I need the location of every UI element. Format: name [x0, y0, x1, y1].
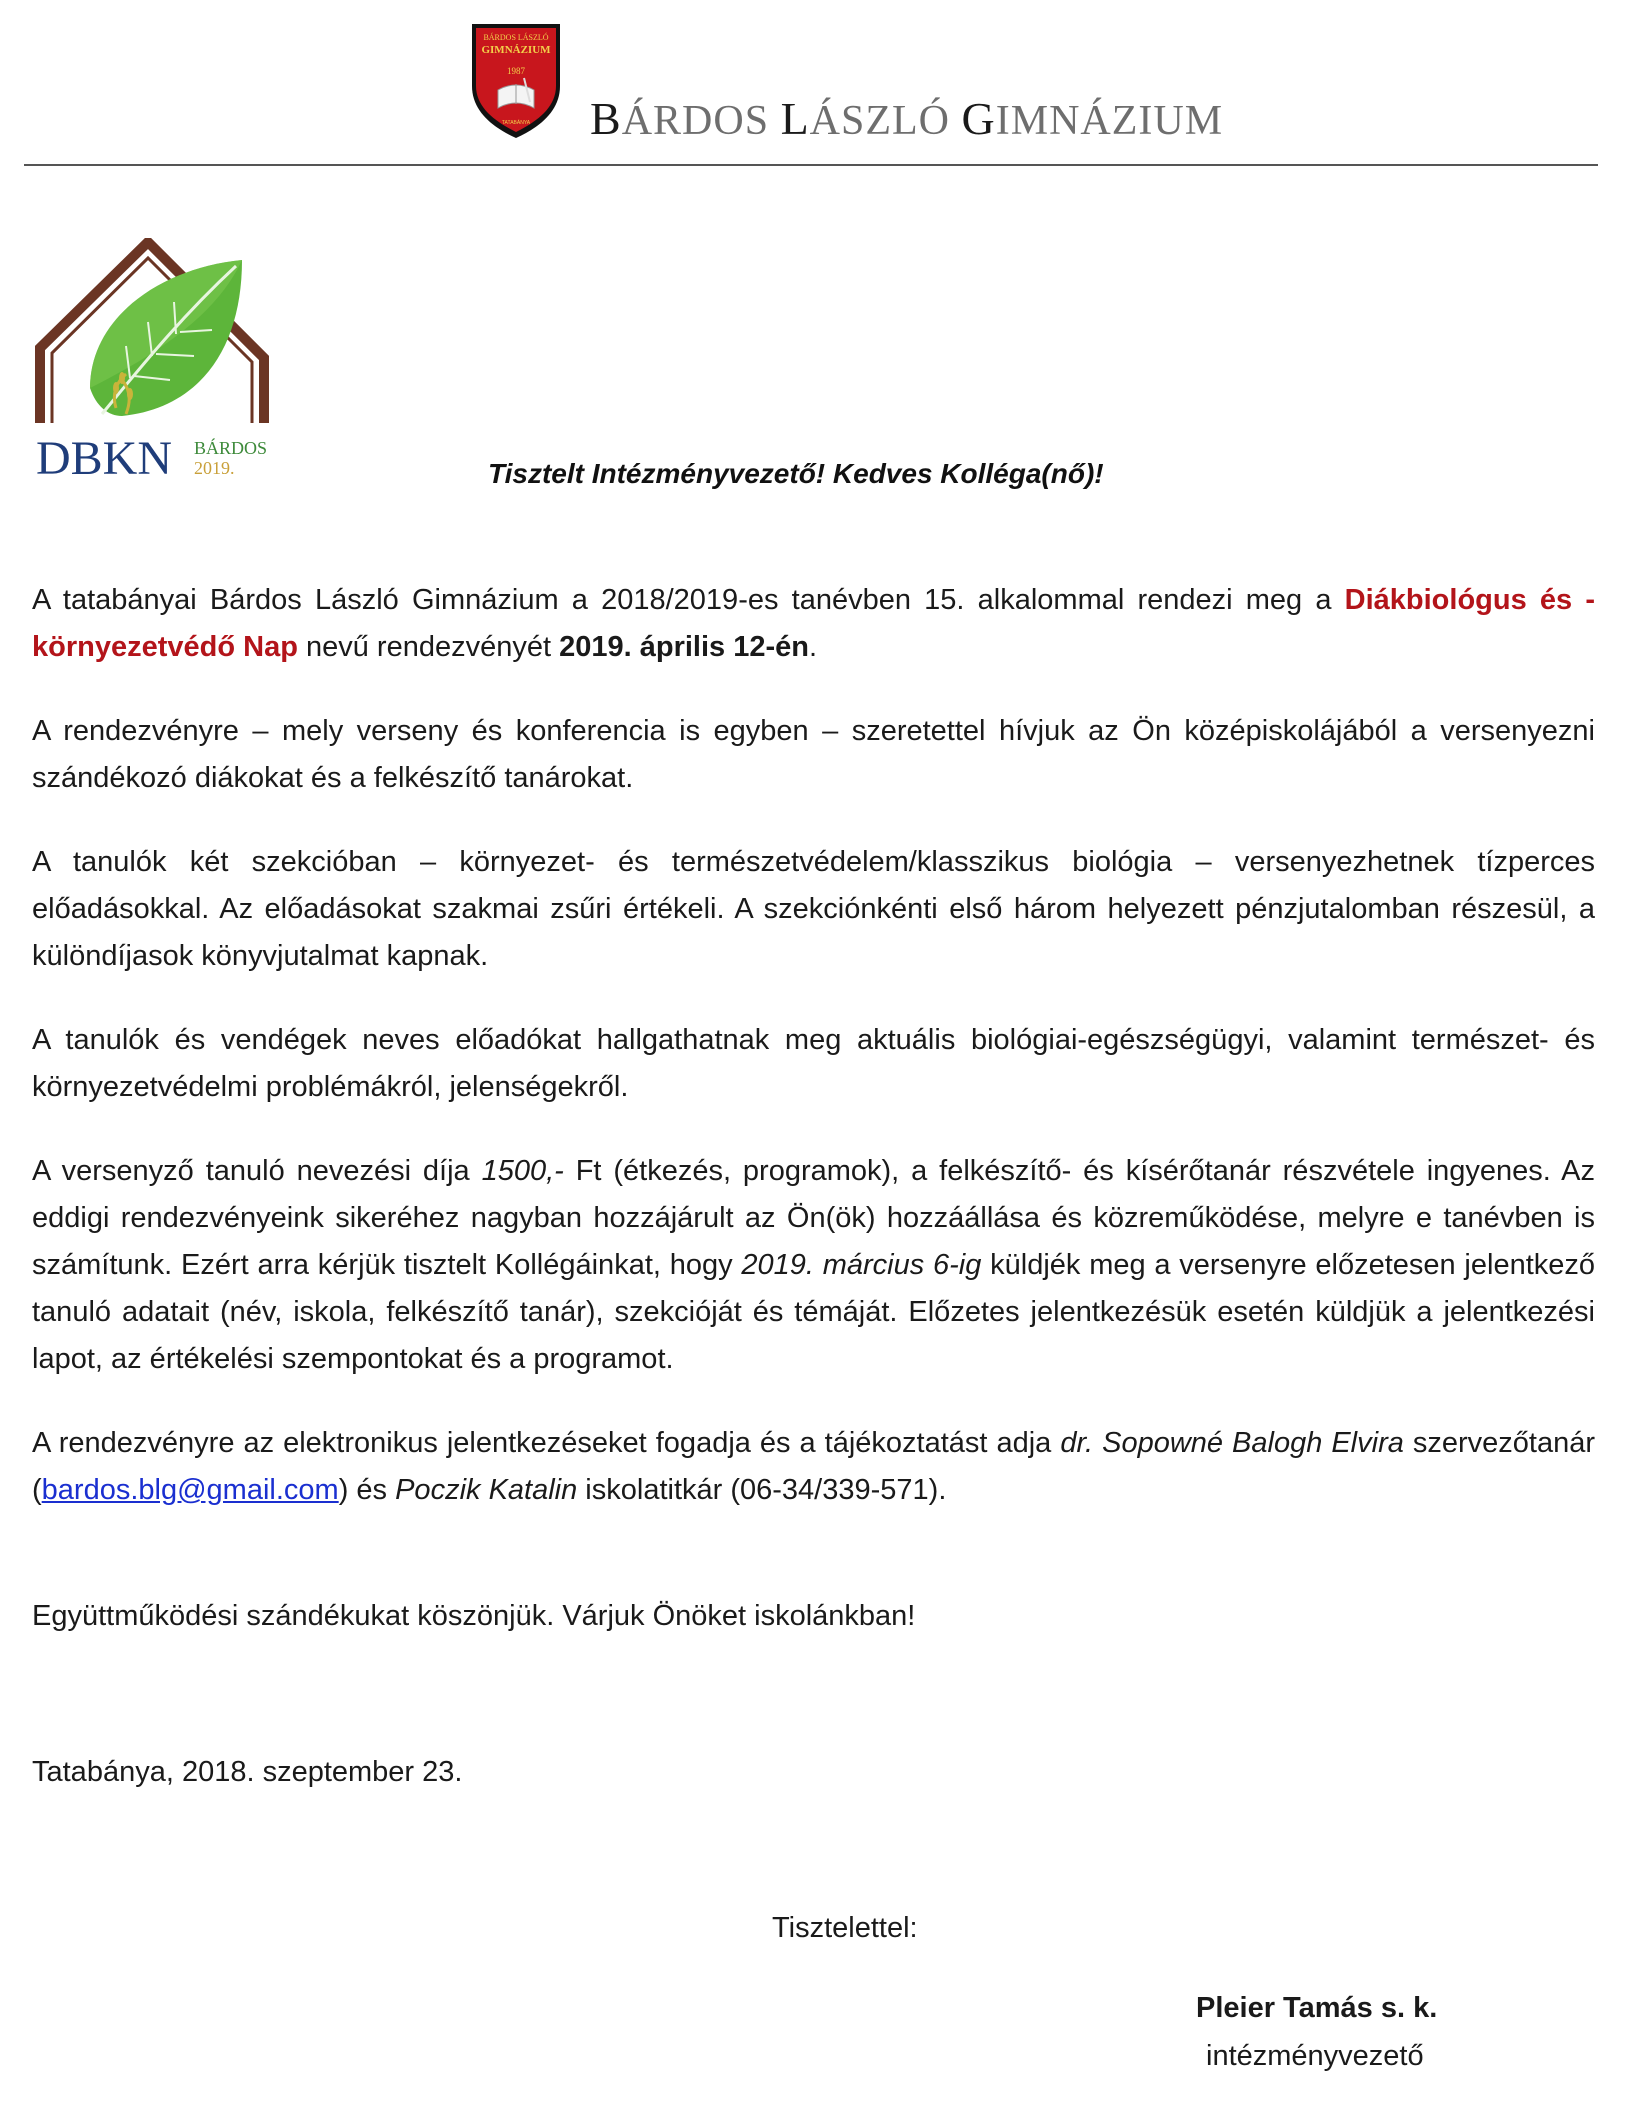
- crest-top-text: BÁRDOS LÁSZLÓ: [483, 33, 549, 42]
- letter-body: [32, 577, 1595, 1551]
- p5-text-c: küldjék meg a versenyre előzetesen jelentkező tanuló adatait (név, iskola, felkészítő tanár), szekcióját és témáját. Előzetes jelentkezésük esetén küldjük a jelentkezési lapot, az értékelési szempontokat és a programot.: [32, 1249, 1596, 1375]
- school-crest-logo: [468, 20, 564, 140]
- school-name-initial-1: B: [590, 93, 622, 144]
- dbkn-year: 2019.: [194, 458, 235, 478]
- dbkn-acronym: DBKN: [36, 432, 173, 485]
- p1-text-c: .: [808, 631, 818, 663]
- paragraph-6: [32, 1420, 1595, 1514]
- p6-text-a: A rendezvényre az elektronikus jelentkezéseket fogadja és a tájékoztatást adja: [32, 1427, 1061, 1459]
- crest-year: 1987: [507, 66, 525, 76]
- signer-name: Pleier Tamás s. k.: [1196, 1992, 1438, 2024]
- paragraph-1: [32, 577, 1595, 671]
- entry-fee: 1500,-: [481, 1155, 564, 1187]
- event-date: 2019. április 12-én: [559, 631, 809, 663]
- school-name-initial-2: L: [780, 93, 810, 144]
- place-and-date: Tatabánya, 2018. szeptember 23.: [32, 1756, 463, 1788]
- p6-text-d: iskolatitkár (06-34/339-571).: [577, 1474, 947, 1506]
- p6-text-c: ) és: [338, 1474, 396, 1506]
- p1-text-b: nevű rendezvényét: [297, 631, 560, 663]
- secretary-name: Poczik Katalin: [395, 1474, 578, 1506]
- dbkn-school: BÁRDOS: [194, 438, 268, 458]
- school-name-rest-2: ÁSZLÓ: [809, 98, 962, 144]
- p5-text-a: A versenyző tanuló nevezési díja: [32, 1155, 482, 1187]
- closing-thanks: Együttműködési szándékukat köszönjük. Várjuk Önöket iskolánkban!: [32, 1600, 916, 1632]
- header-divider: [24, 164, 1598, 166]
- paragraph-2: A rendezvényre – mely verseny és konferencia is egyben – szeretettel hívjuk az Ön középiskolájából a versenyezni szándékozó diákokat és a felkészítő tanárokat.: [32, 715, 1595, 794]
- school-name-rest-1: ÁRDOS: [621, 98, 781, 144]
- crest-city: TATABÁNYA: [501, 120, 531, 126]
- contact-email-link[interactable]: bardos.blg@gmail.com: [41, 1474, 339, 1506]
- paragraph-3: A tanulók két szekcióban – környezet- és természetvédelem/klasszikus biológia – versenyezhetnek tízperces előadásokkal. Az előadásokat szakmai zsűri értékeli. A szekciónkénti első három helyezett pénzjutalomban részesül, a különdíjasok könyvjutalmat kapnak.: [32, 846, 1595, 972]
- greeting: Tisztelt Intézményvezető! Kedves Kolléga(nő)!: [488, 458, 1104, 489]
- crest-main-text: GIMNÁZIUM: [481, 44, 551, 56]
- letterhead: [0, 0, 1626, 165]
- dbkn-event-logo: [30, 238, 280, 488]
- p5-text-b: Ft (étkezés, programok), a felkészítő- és kísérőtanár részvétele ingyenes. Az eddigi rendezvényeink sikeréhez nagyban hozzájárult az Ön(ök) hozzáállása és közreműködése, melyre e tanévben is számítunk. Ezért arra kérjük tisztelt Kollégáinkat, hogy: [32, 1155, 1595, 1281]
- regards: Tisztelettel:: [772, 1912, 918, 1944]
- signer-title: intézményvezető: [1206, 2040, 1424, 2072]
- paragraph-4: A tanulók és vendégek neves előadókat hallgathatnak meg aktuális biológiai-egészségügyi, valamint természet- és környezetvédelmi problémákról, jelenségekről.: [32, 1024, 1595, 1103]
- organizer-name: dr. Sopowné Balogh Elvira: [1060, 1427, 1404, 1459]
- event-name: Diákbiológus és -környezetvédő Nap: [32, 584, 1595, 663]
- paragraph-5: [32, 1148, 1595, 1383]
- school-name: [590, 92, 1223, 145]
- p1-text-a: A tatabányai Bárdos László Gimnázium a 2018/2019-es tanévben 15. alkalommal rendezi meg a: [32, 584, 1345, 616]
- p6-text-b: szervezőtanár (: [32, 1427, 1596, 1506]
- school-name-rest-3: IMNÁZIUM: [995, 98, 1224, 144]
- school-name-initial-3: G: [961, 93, 996, 144]
- application-deadline: 2019. március 6-ig: [741, 1249, 982, 1281]
